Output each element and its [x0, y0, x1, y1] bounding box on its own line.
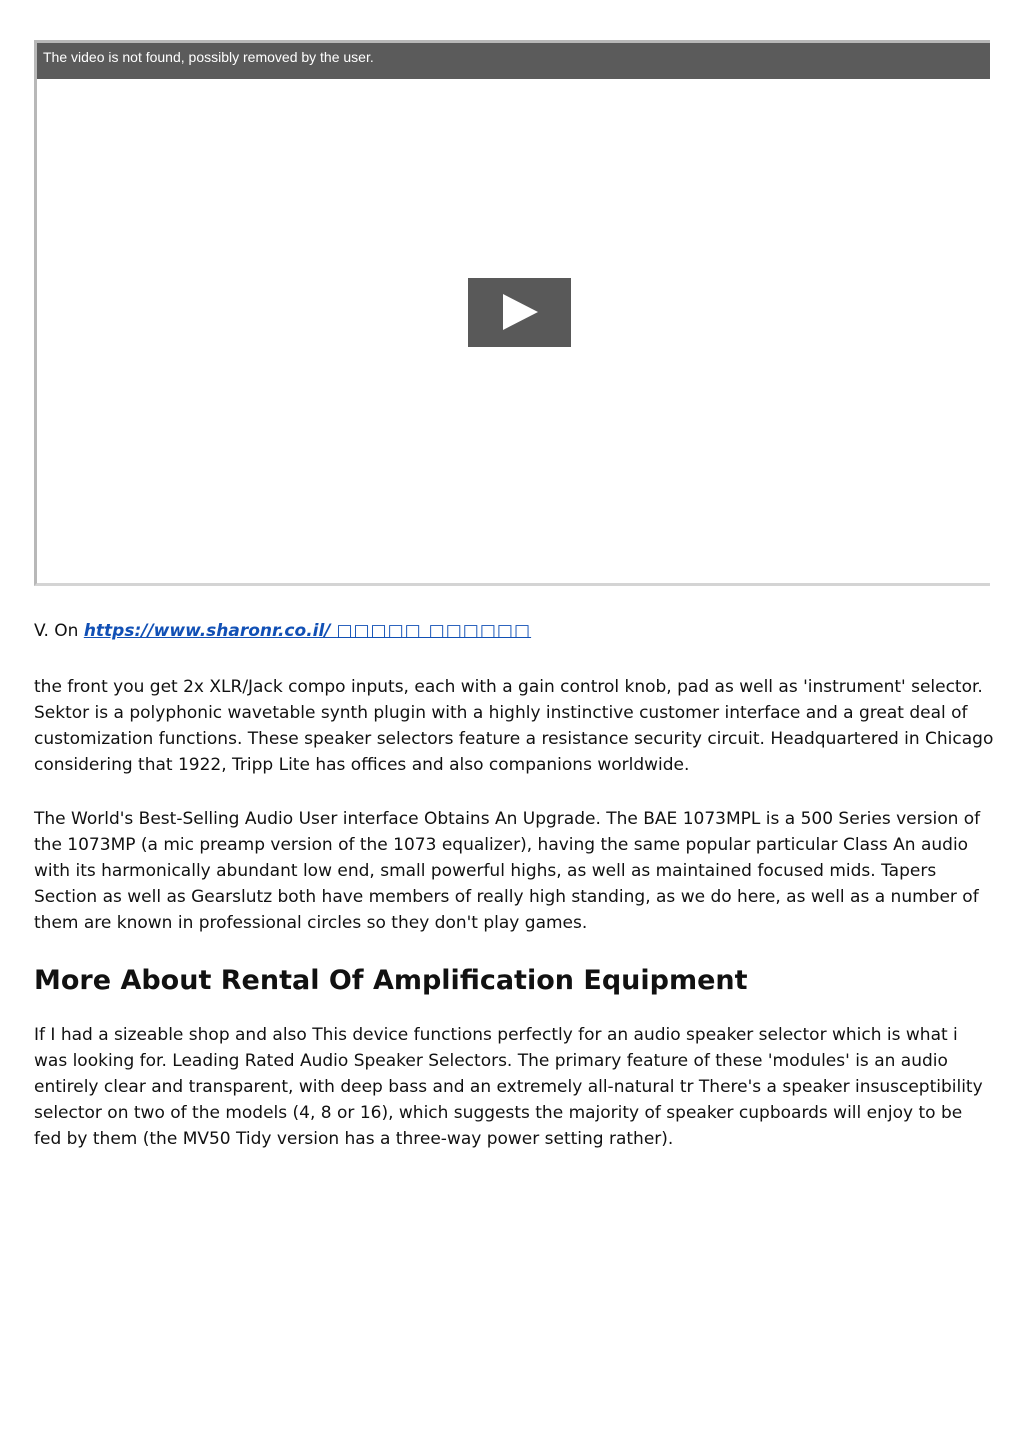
- play-icon: [503, 294, 538, 330]
- site-link[interactable]: [84, 621, 531, 641]
- article-body: [34, 618, 994, 1180]
- site-link-url: https://www.sharonr.co.il/: [83, 621, 331, 641]
- paragraph: The World's Best-Selling Audio User interface Obtains An Upgrade. The BAE 1073MPL is a 500 Series version of the 1073MP (a mic preamp version of the 1073 equalizer), having the same popular particular Class An audio with its harmonically abundant low end, small powerful highs, as well as maintained focused mids. Tapers Section as well as Gearslutz both have members of really high standing, as we do here, as well as a number of them are known in professional circles so they don't play games.: [34, 809, 981, 933]
- link-prefix: V. On: [34, 621, 84, 641]
- video-error-message: The video is not found, possibly removed by the user.: [37, 43, 990, 79]
- video-embed[interactable]: [34, 40, 990, 586]
- paragraph: If I had a sizeable shop and also This device functions perfectly for an audio speaker selector which is what i was looking for. Leading Rated Audio Speaker Selectors. The primary feature of these 'modules' is an audio entirely clear and transparent, with deep bass and an extremely all-natural tr There's a speaker insusceptibility selector on two of the models (4, 8 or 16), which suggests the majority of speaker cupboards will enjoy to be fed by them (the MV50 Tidy version has a three-way power setting rather).: [34, 1025, 983, 1149]
- paragraph: the front you get 2x XLR/Jack compo inputs, each with a gain control knob, pad as well as 'instrument' selector. Sektor is a polyphonic wavetable synth plugin with a highly instinctive customer interface and a great deal of customization functions. These speaker selectors feature a resistance security circuit. Headquartered in Chicago considering that 1922, Tripp Lite has offices and also companions worldwide.: [34, 677, 994, 775]
- site-link-glyphs: □□□□□ □□□□□□: [336, 621, 532, 641]
- play-button[interactable]: [468, 278, 571, 347]
- section-heading: More About Rental Of Amplification Equipment: [34, 965, 748, 996]
- link-line: [34, 618, 994, 644]
